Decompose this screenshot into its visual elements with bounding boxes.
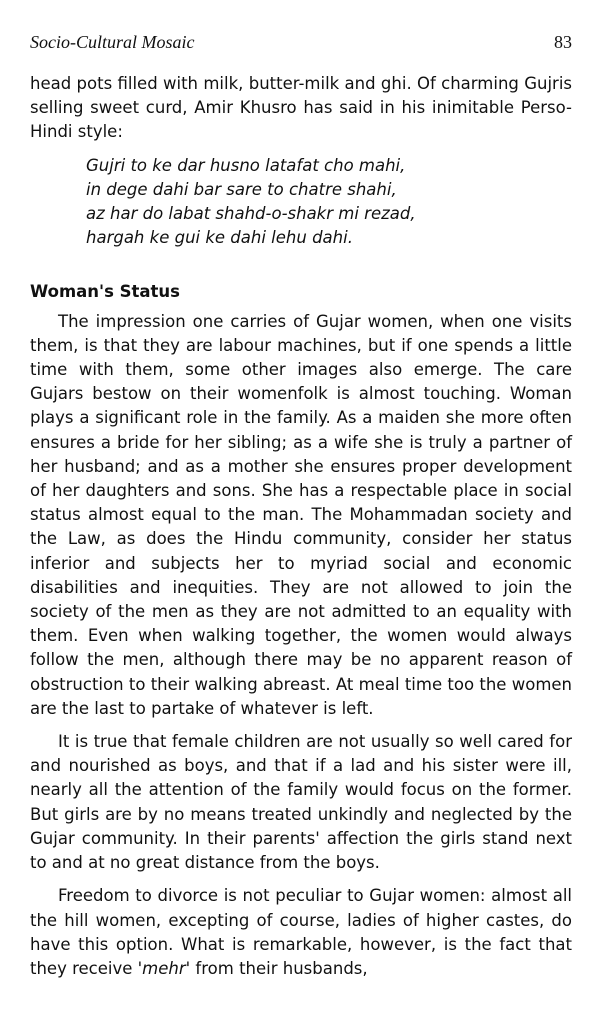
verse-line: hargah ke gui ke dahi lehu dahi. (86, 228, 353, 248)
section-heading: Woman's Status (30, 282, 180, 302)
paragraph-3-text-start: Freedom to divorce is not peculiar to Gujar women: almost all the hill women, excepting of course, ladies of higher castes, do have this option. What is remarkable, however, is the fact that they receive (30, 886, 572, 978)
page-number: 83 (554, 32, 572, 52)
verse-line: Gujri to ke dar husno latafat cho mahi, (86, 155, 406, 175)
running-title: Socio-Cultural Mosaic (30, 32, 195, 52)
body-paragraph-2: It is true that female children are not usually so well cared for and nourished as boys, and that if a lad and his sister were ill, nearly all the attention of the family would focus on the former. But girls are by no means treated unkindly and neglected by the Gujar community. In their parents' affection the girls stand next to and at no great distance from the boys. (30, 732, 572, 873)
verse-line: in dege dahi bar sare to chatre shahi, (86, 179, 397, 199)
intro-paragraph: head pots filled with milk, butter-milk and ghi. Of charming Gujris selling sweet curd, Amir Khusro has said in his inimitable Perso-Hindi style: (30, 74, 572, 142)
mehr-term: 'mehr' (137, 958, 191, 978)
page-body (30, 72, 572, 981)
body-paragraph-3 (30, 884, 572, 981)
verse-line: az har do labat shahd-o-shakr mi rezad, (86, 204, 416, 224)
paragraph-3-text-end: from their husbands, (190, 958, 368, 978)
page-header (30, 30, 572, 54)
verse-block (86, 154, 572, 251)
body-paragraph-1: The impression one carries of Gujar women, when one visits them, is that they are labour machines, but if one spends a little time with them, some other images also emerge. The care Gujars bestow on their womenfolk is almost touching. Woman plays a significant role in the family. As a maiden she more often ensures a bride for her sibling; as a wife she is truly a partner of her husband; and as a mother she ensures proper development of her daughters and sons. She has a respectable place in social status almost equal to the man. The Mohammadan society and the Law, as does the Hindu community, consider her status inferior and subjects her to myriad social and economic disabilities and inequities. They are not allowed to join the society of the men as they are not admitted to an equality with them. Even when walking together, the women would always follow the men, although there may be no apparent reason of obstruction to their walking abreast. At meal time too the women are the last to partake of whatever is left. (30, 311, 572, 718)
